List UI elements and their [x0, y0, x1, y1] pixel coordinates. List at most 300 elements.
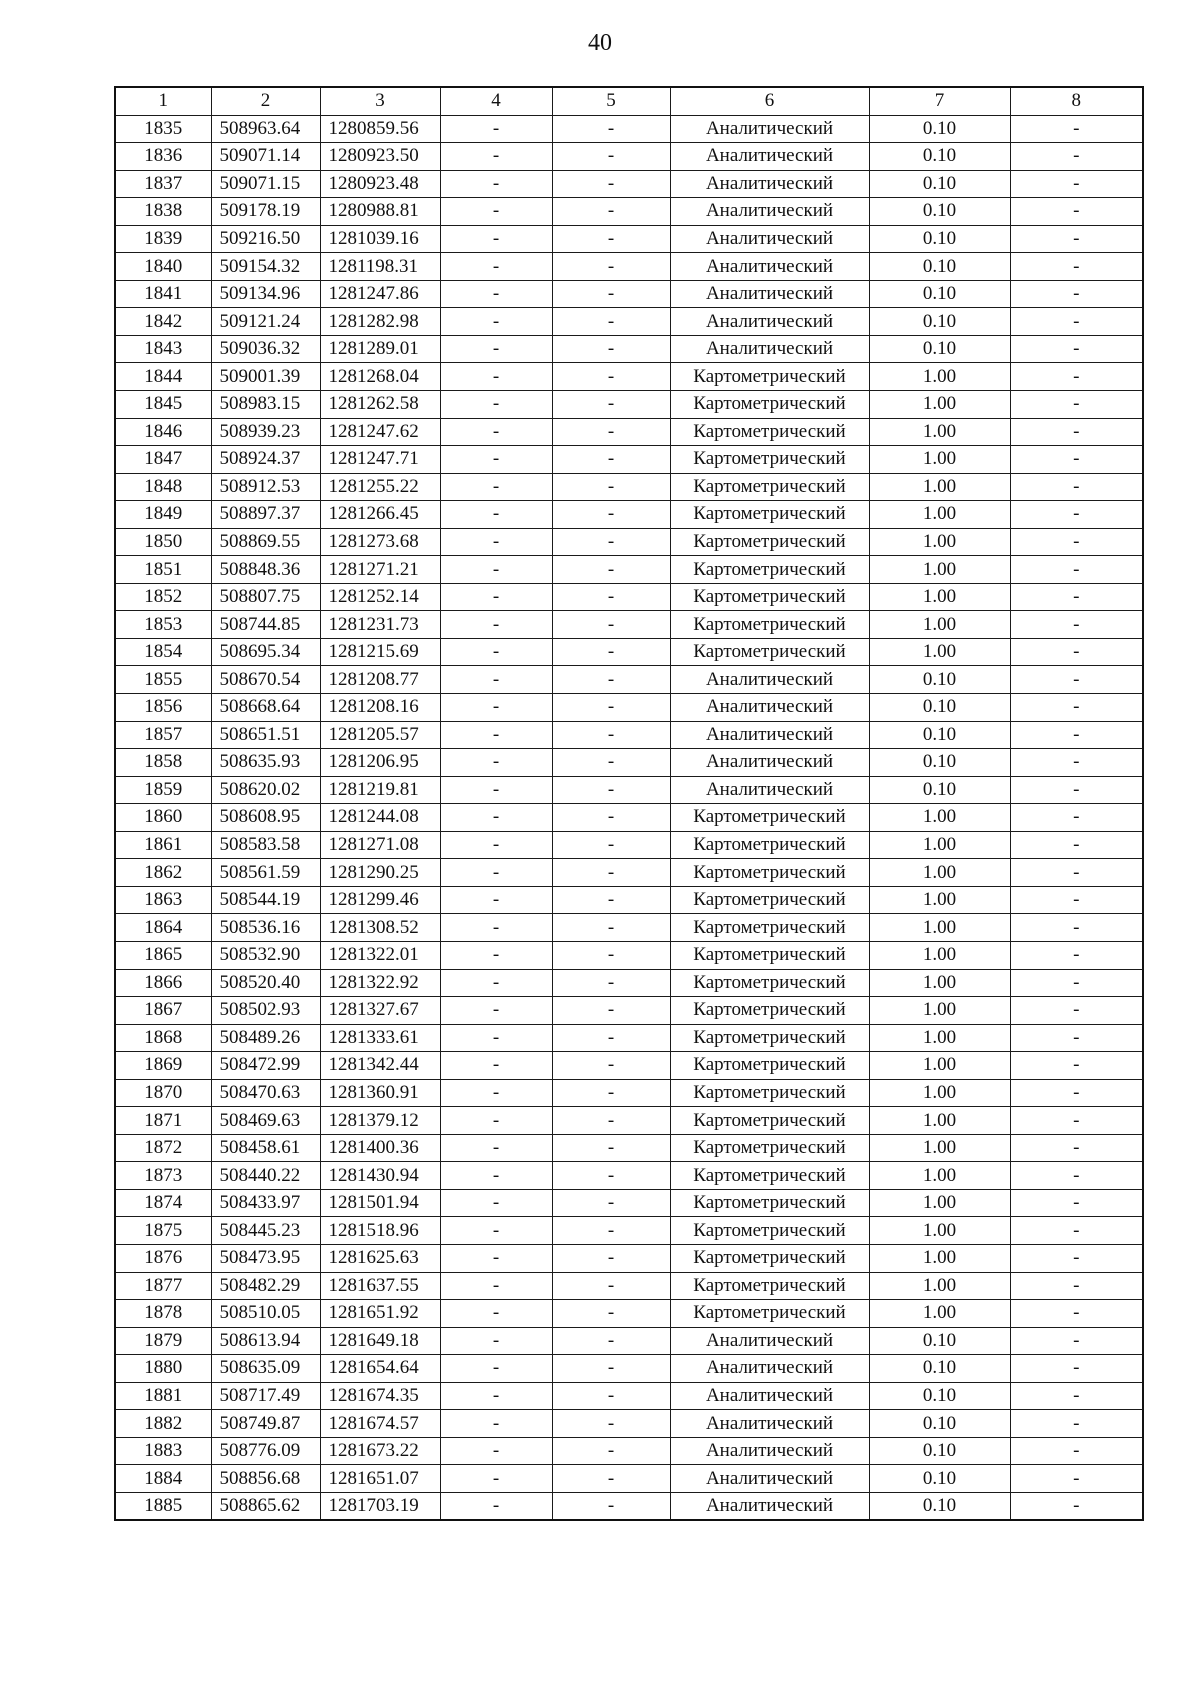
accuracy-cell: 1.00: [869, 1052, 1010, 1080]
point-number-cell: 1874: [115, 1189, 211, 1217]
point-number-cell: 1859: [115, 776, 211, 804]
method-cell: Картометрический: [670, 1300, 869, 1328]
column-8-cell: -: [1010, 528, 1143, 556]
accuracy-cell: 1.00: [869, 1024, 1010, 1052]
column-4-cell: -: [440, 280, 552, 308]
accuracy-cell: 0.10: [869, 225, 1010, 253]
accuracy-cell: 1.00: [869, 1272, 1010, 1300]
point-number-cell: 1849: [115, 501, 211, 529]
method-cell: Картометрический: [670, 997, 869, 1025]
point-number-cell: 1855: [115, 666, 211, 694]
table-row: [115, 886, 1143, 914]
x-coordinate-cell: 509071.15: [211, 170, 320, 198]
point-number-cell: 1853: [115, 611, 211, 639]
x-coordinate-cell: 508717.49: [211, 1382, 320, 1410]
point-number-cell: 1843: [115, 335, 211, 363]
y-coordinate-cell: 1281649.18: [320, 1327, 440, 1355]
table-row: [115, 1492, 1143, 1520]
column-8-cell: -: [1010, 804, 1143, 832]
table-row: [115, 1024, 1143, 1052]
method-cell: Картометрический: [670, 1162, 869, 1190]
accuracy-cell: 0.10: [869, 308, 1010, 336]
x-coordinate-cell: 509001.39: [211, 363, 320, 391]
accuracy-cell: 1.00: [869, 969, 1010, 997]
table-row: [115, 308, 1143, 336]
column-4-cell: -: [440, 170, 552, 198]
column-5-cell: -: [552, 501, 670, 529]
column-8-cell: -: [1010, 721, 1143, 749]
table-row: [115, 1410, 1143, 1438]
column-4-cell: -: [440, 1162, 552, 1190]
column-5-cell: -: [552, 1024, 670, 1052]
accuracy-cell: 1.00: [869, 859, 1010, 887]
x-coordinate-cell: 509134.96: [211, 280, 320, 308]
column-4-cell: -: [440, 1107, 552, 1135]
point-number-cell: 1835: [115, 115, 211, 143]
column-5-cell: -: [552, 1079, 670, 1107]
x-coordinate-cell: 508749.87: [211, 1410, 320, 1438]
accuracy-cell: 0.10: [869, 776, 1010, 804]
x-coordinate-cell: 508668.64: [211, 694, 320, 722]
column-8-cell: -: [1010, 1300, 1143, 1328]
column-8-cell: -: [1010, 1217, 1143, 1245]
method-cell: Аналитический: [670, 1410, 869, 1438]
column-5-cell: -: [552, 941, 670, 969]
accuracy-cell: 1.00: [869, 1079, 1010, 1107]
accuracy-cell: 0.10: [869, 749, 1010, 777]
column-5-cell: -: [552, 721, 670, 749]
y-coordinate-cell: 1281198.31: [320, 253, 440, 281]
method-cell: Картометрический: [670, 1079, 869, 1107]
method-cell: Картометрический: [670, 473, 869, 501]
column-4-cell: -: [440, 501, 552, 529]
column-4-cell: -: [440, 556, 552, 584]
column-8-cell: -: [1010, 831, 1143, 859]
column-4-cell: -: [440, 1272, 552, 1300]
method-cell: Картометрический: [670, 1217, 869, 1245]
column-5-cell: -: [552, 418, 670, 446]
y-coordinate-cell: 1280859.56: [320, 115, 440, 143]
point-number-cell: 1877: [115, 1272, 211, 1300]
column-5-cell: -: [552, 198, 670, 226]
method-cell: Картометрический: [670, 1107, 869, 1135]
y-coordinate-cell: 1281400.36: [320, 1134, 440, 1162]
x-coordinate-cell: 508695.34: [211, 638, 320, 666]
column-5-cell: -: [552, 528, 670, 556]
accuracy-cell: 1.00: [869, 831, 1010, 859]
point-number-cell: 1858: [115, 749, 211, 777]
point-number-cell: 1837: [115, 170, 211, 198]
column-8-cell: -: [1010, 941, 1143, 969]
y-coordinate-cell: 1280923.48: [320, 170, 440, 198]
column-8-cell: -: [1010, 1189, 1143, 1217]
table-body: [115, 115, 1143, 1520]
accuracy-cell: 0.10: [869, 143, 1010, 171]
column-8-cell: -: [1010, 335, 1143, 363]
x-coordinate-cell: 508897.37: [211, 501, 320, 529]
method-cell: Аналитический: [670, 170, 869, 198]
point-number-cell: 1883: [115, 1437, 211, 1465]
point-number-cell: 1839: [115, 225, 211, 253]
y-coordinate-cell: 1281290.25: [320, 859, 440, 887]
y-coordinate-cell: 1280988.81: [320, 198, 440, 226]
column-8-cell: -: [1010, 1244, 1143, 1272]
column-8-cell: -: [1010, 1492, 1143, 1520]
column-4-cell: -: [440, 528, 552, 556]
point-number-cell: 1857: [115, 721, 211, 749]
accuracy-cell: 1.00: [869, 1217, 1010, 1245]
method-cell: Картометрический: [670, 583, 869, 611]
accuracy-cell: 1.00: [869, 1189, 1010, 1217]
y-coordinate-cell: 1281219.81: [320, 776, 440, 804]
y-coordinate-cell: 1281322.92: [320, 969, 440, 997]
x-coordinate-cell: 508856.68: [211, 1465, 320, 1493]
column-8-cell: -: [1010, 1024, 1143, 1052]
table-row: [115, 969, 1143, 997]
table-row: [115, 1079, 1143, 1107]
column-4-cell: -: [440, 666, 552, 694]
y-coordinate-cell: 1281208.77: [320, 666, 440, 694]
y-coordinate-cell: 1281673.22: [320, 1437, 440, 1465]
method-cell: Картометрический: [670, 638, 869, 666]
column-8-cell: -: [1010, 143, 1143, 171]
point-number-cell: 1862: [115, 859, 211, 887]
table-row: [115, 1355, 1143, 1383]
column-5-cell: -: [552, 1410, 670, 1438]
point-number-cell: 1872: [115, 1134, 211, 1162]
accuracy-cell: 1.00: [869, 501, 1010, 529]
column-8-cell: -: [1010, 776, 1143, 804]
y-coordinate-cell: 1281205.57: [320, 721, 440, 749]
table-row: [115, 583, 1143, 611]
column-4-cell: -: [440, 1024, 552, 1052]
x-coordinate-cell: 508470.63: [211, 1079, 320, 1107]
column-8-cell: -: [1010, 694, 1143, 722]
column-5-cell: -: [552, 1244, 670, 1272]
column-header: 5: [552, 87, 670, 115]
column-4-cell: -: [440, 804, 552, 832]
column-8-cell: -: [1010, 1134, 1143, 1162]
column-5-cell: -: [552, 1355, 670, 1383]
point-number-cell: 1848: [115, 473, 211, 501]
column-8-cell: -: [1010, 583, 1143, 611]
column-4-cell: -: [440, 253, 552, 281]
column-5-cell: -: [552, 1382, 670, 1410]
method-cell: Аналитический: [670, 749, 869, 777]
column-5-cell: -: [552, 115, 670, 143]
x-coordinate-cell: 508489.26: [211, 1024, 320, 1052]
method-cell: Аналитический: [670, 280, 869, 308]
method-cell: Картометрический: [670, 391, 869, 419]
table-row: [115, 225, 1143, 253]
accuracy-cell: 1.00: [869, 611, 1010, 639]
point-number-cell: 1873: [115, 1162, 211, 1190]
accuracy-cell: 0.10: [869, 1465, 1010, 1493]
method-cell: Картометрический: [670, 418, 869, 446]
method-cell: Картометрический: [670, 1244, 869, 1272]
y-coordinate-cell: 1281322.01: [320, 941, 440, 969]
point-number-cell: 1851: [115, 556, 211, 584]
y-coordinate-cell: 1281501.94: [320, 1189, 440, 1217]
x-coordinate-cell: 508445.23: [211, 1217, 320, 1245]
column-5-cell: -: [552, 914, 670, 942]
column-4-cell: -: [440, 1492, 552, 1520]
y-coordinate-cell: 1281208.16: [320, 694, 440, 722]
column-8-cell: -: [1010, 1465, 1143, 1493]
method-cell: Аналитический: [670, 1355, 869, 1383]
column-4-cell: -: [440, 391, 552, 419]
method-cell: Аналитический: [670, 1327, 869, 1355]
accuracy-cell: 1.00: [869, 886, 1010, 914]
x-coordinate-cell: 508583.58: [211, 831, 320, 859]
column-8-cell: -: [1010, 611, 1143, 639]
method-cell: Аналитический: [670, 253, 869, 281]
y-coordinate-cell: 1281247.71: [320, 446, 440, 474]
column-4-cell: -: [440, 1465, 552, 1493]
accuracy-cell: 1.00: [869, 997, 1010, 1025]
table-row: [115, 1189, 1143, 1217]
point-number-cell: 1865: [115, 941, 211, 969]
x-coordinate-cell: 508635.09: [211, 1355, 320, 1383]
point-number-cell: 1884: [115, 1465, 211, 1493]
column-4-cell: -: [440, 473, 552, 501]
y-coordinate-cell: 1281333.61: [320, 1024, 440, 1052]
x-coordinate-cell: 509178.19: [211, 198, 320, 226]
x-coordinate-cell: 508472.99: [211, 1052, 320, 1080]
y-coordinate-cell: 1281327.67: [320, 997, 440, 1025]
accuracy-cell: 0.10: [869, 1437, 1010, 1465]
column-5-cell: -: [552, 170, 670, 198]
table-row: [115, 1272, 1143, 1300]
column-5-cell: -: [552, 694, 670, 722]
column-5-cell: -: [552, 611, 670, 639]
x-coordinate-cell: 508865.62: [211, 1492, 320, 1520]
accuracy-cell: 0.10: [869, 115, 1010, 143]
accuracy-cell: 1.00: [869, 583, 1010, 611]
method-cell: Аналитический: [670, 308, 869, 336]
column-header: 2: [211, 87, 320, 115]
table-row: [115, 1300, 1143, 1328]
table-row: [115, 1217, 1143, 1245]
y-coordinate-cell: 1281282.98: [320, 308, 440, 336]
x-coordinate-cell: 508536.16: [211, 914, 320, 942]
point-number-cell: 1861: [115, 831, 211, 859]
accuracy-cell: 0.10: [869, 694, 1010, 722]
accuracy-cell: 1.00: [869, 1107, 1010, 1135]
column-4-cell: -: [440, 941, 552, 969]
table-row: [115, 473, 1143, 501]
method-cell: Картометрический: [670, 1052, 869, 1080]
method-cell: Картометрический: [670, 1024, 869, 1052]
column-8-cell: -: [1010, 1382, 1143, 1410]
point-number-cell: 1881: [115, 1382, 211, 1410]
y-coordinate-cell: 1281625.63: [320, 1244, 440, 1272]
column-4-cell: -: [440, 611, 552, 639]
point-number-cell: 1864: [115, 914, 211, 942]
x-coordinate-cell: 508510.05: [211, 1300, 320, 1328]
column-4-cell: -: [440, 1382, 552, 1410]
x-coordinate-cell: 508620.02: [211, 776, 320, 804]
table-row: [115, 1382, 1143, 1410]
column-4-cell: -: [440, 143, 552, 171]
table-row: [115, 776, 1143, 804]
column-4-cell: -: [440, 1134, 552, 1162]
y-coordinate-cell: 1281255.22: [320, 473, 440, 501]
column-4-cell: -: [440, 1052, 552, 1080]
accuracy-cell: 1.00: [869, 363, 1010, 391]
column-4-cell: -: [440, 886, 552, 914]
method-cell: Картометрический: [670, 363, 869, 391]
y-coordinate-cell: 1281430.94: [320, 1162, 440, 1190]
table-row: [115, 721, 1143, 749]
accuracy-cell: 1.00: [869, 528, 1010, 556]
method-cell: Аналитический: [670, 1437, 869, 1465]
point-number-cell: 1869: [115, 1052, 211, 1080]
point-number-cell: 1846: [115, 418, 211, 446]
y-coordinate-cell: 1281231.73: [320, 611, 440, 639]
method-cell: Картометрический: [670, 528, 869, 556]
column-8-cell: -: [1010, 391, 1143, 419]
table-row: [115, 1465, 1143, 1493]
table-row: [115, 914, 1143, 942]
point-number-cell: 1838: [115, 198, 211, 226]
column-5-cell: -: [552, 1134, 670, 1162]
column-5-cell: -: [552, 1189, 670, 1217]
table-row: [115, 749, 1143, 777]
column-4-cell: -: [440, 198, 552, 226]
table-row: [115, 694, 1143, 722]
column-8-cell: -: [1010, 1162, 1143, 1190]
method-cell: Картометрический: [670, 1134, 869, 1162]
column-5-cell: -: [552, 666, 670, 694]
x-coordinate-cell: 508776.09: [211, 1437, 320, 1465]
column-5-cell: -: [552, 831, 670, 859]
x-coordinate-cell: 508473.95: [211, 1244, 320, 1272]
column-4-cell: -: [440, 583, 552, 611]
x-coordinate-cell: 508544.19: [211, 886, 320, 914]
y-coordinate-cell: 1281271.21: [320, 556, 440, 584]
x-coordinate-cell: 509071.14: [211, 143, 320, 171]
table-row: [115, 528, 1143, 556]
column-5-cell: -: [552, 1052, 670, 1080]
x-coordinate-cell: 509121.24: [211, 308, 320, 336]
column-4-cell: -: [440, 859, 552, 887]
column-8-cell: -: [1010, 556, 1143, 584]
table-row: [115, 804, 1143, 832]
column-5-cell: -: [552, 1272, 670, 1300]
y-coordinate-cell: 1281637.55: [320, 1272, 440, 1300]
column-5-cell: -: [552, 253, 670, 281]
column-header: 4: [440, 87, 552, 115]
column-8-cell: -: [1010, 363, 1143, 391]
accuracy-cell: 0.10: [869, 1327, 1010, 1355]
column-8-cell: -: [1010, 997, 1143, 1025]
point-number-cell: 1840: [115, 253, 211, 281]
x-coordinate-cell: 508608.95: [211, 804, 320, 832]
column-4-cell: -: [440, 308, 552, 336]
column-5-cell: -: [552, 859, 670, 887]
column-header: 1: [115, 87, 211, 115]
column-8-cell: -: [1010, 1272, 1143, 1300]
table-row: [115, 198, 1143, 226]
y-coordinate-cell: 1281674.35: [320, 1382, 440, 1410]
table-row: [115, 997, 1143, 1025]
column-8-cell: -: [1010, 253, 1143, 281]
table-row: [115, 501, 1143, 529]
method-cell: Картометрический: [670, 501, 869, 529]
method-cell: Картометрический: [670, 831, 869, 859]
column-5-cell: -: [552, 776, 670, 804]
method-cell: Картометрический: [670, 859, 869, 887]
y-coordinate-cell: 1281262.58: [320, 391, 440, 419]
column-header: 3: [320, 87, 440, 115]
column-4-cell: -: [440, 638, 552, 666]
accuracy-cell: 0.10: [869, 280, 1010, 308]
accuracy-cell: 0.10: [869, 1410, 1010, 1438]
accuracy-cell: 0.10: [869, 666, 1010, 694]
column-4-cell: -: [440, 335, 552, 363]
column-4-cell: -: [440, 831, 552, 859]
point-number-cell: 1876: [115, 1244, 211, 1272]
method-cell: Аналитический: [670, 225, 869, 253]
column-5-cell: -: [552, 225, 670, 253]
column-8-cell: -: [1010, 1107, 1143, 1135]
y-coordinate-cell: 1281651.07: [320, 1465, 440, 1493]
x-coordinate-cell: 508963.64: [211, 115, 320, 143]
x-coordinate-cell: 508458.61: [211, 1134, 320, 1162]
y-coordinate-cell: 1281206.95: [320, 749, 440, 777]
column-4-cell: -: [440, 1355, 552, 1383]
column-8-cell: -: [1010, 446, 1143, 474]
method-cell: Картометрический: [670, 914, 869, 942]
method-cell: Аналитический: [670, 198, 869, 226]
column-5-cell: -: [552, 473, 670, 501]
x-coordinate-cell: 508651.51: [211, 721, 320, 749]
x-coordinate-cell: 508744.85: [211, 611, 320, 639]
y-coordinate-cell: 1281273.68: [320, 528, 440, 556]
accuracy-cell: 0.10: [869, 1492, 1010, 1520]
method-cell: Картометрический: [670, 556, 869, 584]
point-number-cell: 1841: [115, 280, 211, 308]
y-coordinate-cell: 1281268.04: [320, 363, 440, 391]
point-number-cell: 1856: [115, 694, 211, 722]
point-number-cell: 1885: [115, 1492, 211, 1520]
column-8-cell: -: [1010, 473, 1143, 501]
column-header: 8: [1010, 87, 1143, 115]
column-8-cell: -: [1010, 1355, 1143, 1383]
column-8-cell: -: [1010, 1079, 1143, 1107]
y-coordinate-cell: 1281247.86: [320, 280, 440, 308]
table-row: [115, 1437, 1143, 1465]
table-row: [115, 143, 1143, 171]
x-coordinate-cell: 508520.40: [211, 969, 320, 997]
column-5-cell: -: [552, 391, 670, 419]
table-row: [115, 1107, 1143, 1135]
point-number-cell: 1875: [115, 1217, 211, 1245]
y-coordinate-cell: 1281654.64: [320, 1355, 440, 1383]
x-coordinate-cell: 508939.23: [211, 418, 320, 446]
column-8-cell: -: [1010, 198, 1143, 226]
table-row: [115, 253, 1143, 281]
method-cell: Аналитический: [670, 143, 869, 171]
y-coordinate-cell: 1281039.16: [320, 225, 440, 253]
column-8-cell: -: [1010, 225, 1143, 253]
y-coordinate-cell: 1281289.01: [320, 335, 440, 363]
column-8-cell: -: [1010, 749, 1143, 777]
column-5-cell: -: [552, 556, 670, 584]
column-4-cell: -: [440, 1217, 552, 1245]
column-5-cell: -: [552, 363, 670, 391]
